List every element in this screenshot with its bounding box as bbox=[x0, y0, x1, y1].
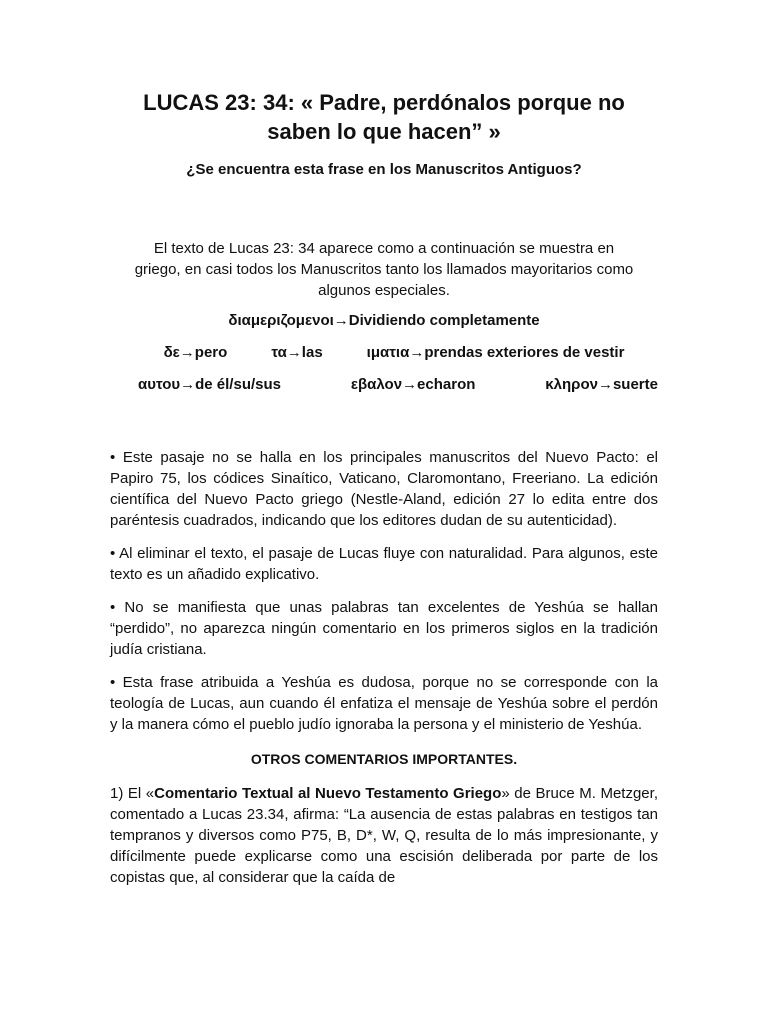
comment-text: » de Bruce M. Metzger, comentado a Lucas 23.34, afirma: “La ausencia de estas palabras en testigos tan tempranos y diversos como P75, B, D*, W, Q, resulta de lo más impresionante, y difícilmente puede explicarse como una escisión deliberada por parte de los copistas que, al considerar que la caída de bbox=[110, 785, 658, 886]
document-subtitle: ¿Se encuentra esta frase en los Manuscritos Antiguos? bbox=[186, 161, 582, 178]
vocabulary-line-2 bbox=[110, 343, 658, 363]
bullet-paragraph: • No se manifiesta que unas palabras tan excelentes de Yeshúa se hallan “perdido”, no aparezca ningún comentario en los primeros siglos en la tradición judía cristiana. bbox=[110, 599, 658, 658]
comment-paragraph bbox=[110, 783, 658, 888]
vocabulary-term: ιματια→prendas exteriores de vestir bbox=[366, 344, 625, 361]
vocabulary-line-3 bbox=[110, 375, 658, 395]
bullet-paragraph: • Esta frase atribuida a Yeshúa es dudosa, porque no se corresponde con la teología de Lucas, aun cuando él enfatiza el mensaje de Yeshúa sobre el perdón y la manera cómo el pueblo judío ignoraba la persona y el ministerio de Yeshúa. bbox=[110, 674, 658, 733]
bullet-paragraph: • Este pasaje no se halla en los principales manuscritos del Nuevo Pacto: el Papiro 75, los códices Sinaítico, Vaticano, Claromontano, Freeriano. La edición científica del Nuevo Pacto griego (Nestle-Aland, edición 27 lo edita entre dos paréntesis cuadrados, indicando que los editores dudan de su autenticidad). bbox=[110, 449, 658, 529]
bullet-paragraph: • Al eliminar el texto, el pasaje de Lucas fluye con naturalidad. Para algunos, este texto es un añadido explicativo. bbox=[110, 545, 658, 583]
vocabulary-term: κληρον→suerte bbox=[545, 376, 658, 393]
vocabulary-term: αυτου→de él/su/sus bbox=[138, 376, 281, 393]
intro-paragraph: El texto de Lucas 23: 34 aparece como a continuación se muestra en griego, en casi todos los Manuscritos tanto los llamados mayoritarios como algunos especiales. bbox=[134, 240, 634, 299]
comment-prefix: 1) El « bbox=[110, 785, 155, 802]
vocabulary-term: τα→las bbox=[271, 344, 323, 361]
vocabulary-term: εβαλον→echaron bbox=[350, 376, 476, 393]
section-heading: OTROS COMENTARIOS IMPORTANTES. bbox=[250, 751, 518, 767]
document-title: LUCAS 23: 34: « Padre, perdónalos porque no saben lo que hacen” » bbox=[143, 90, 625, 144]
comment-book-title: Comentario Textual al Nuevo Testamento Griego bbox=[154, 785, 502, 802]
vocabulary-line-1: διαμεριζομενοι→Dividiendo completamente bbox=[228, 312, 540, 329]
vocabulary-term: δε→pero bbox=[163, 344, 228, 361]
